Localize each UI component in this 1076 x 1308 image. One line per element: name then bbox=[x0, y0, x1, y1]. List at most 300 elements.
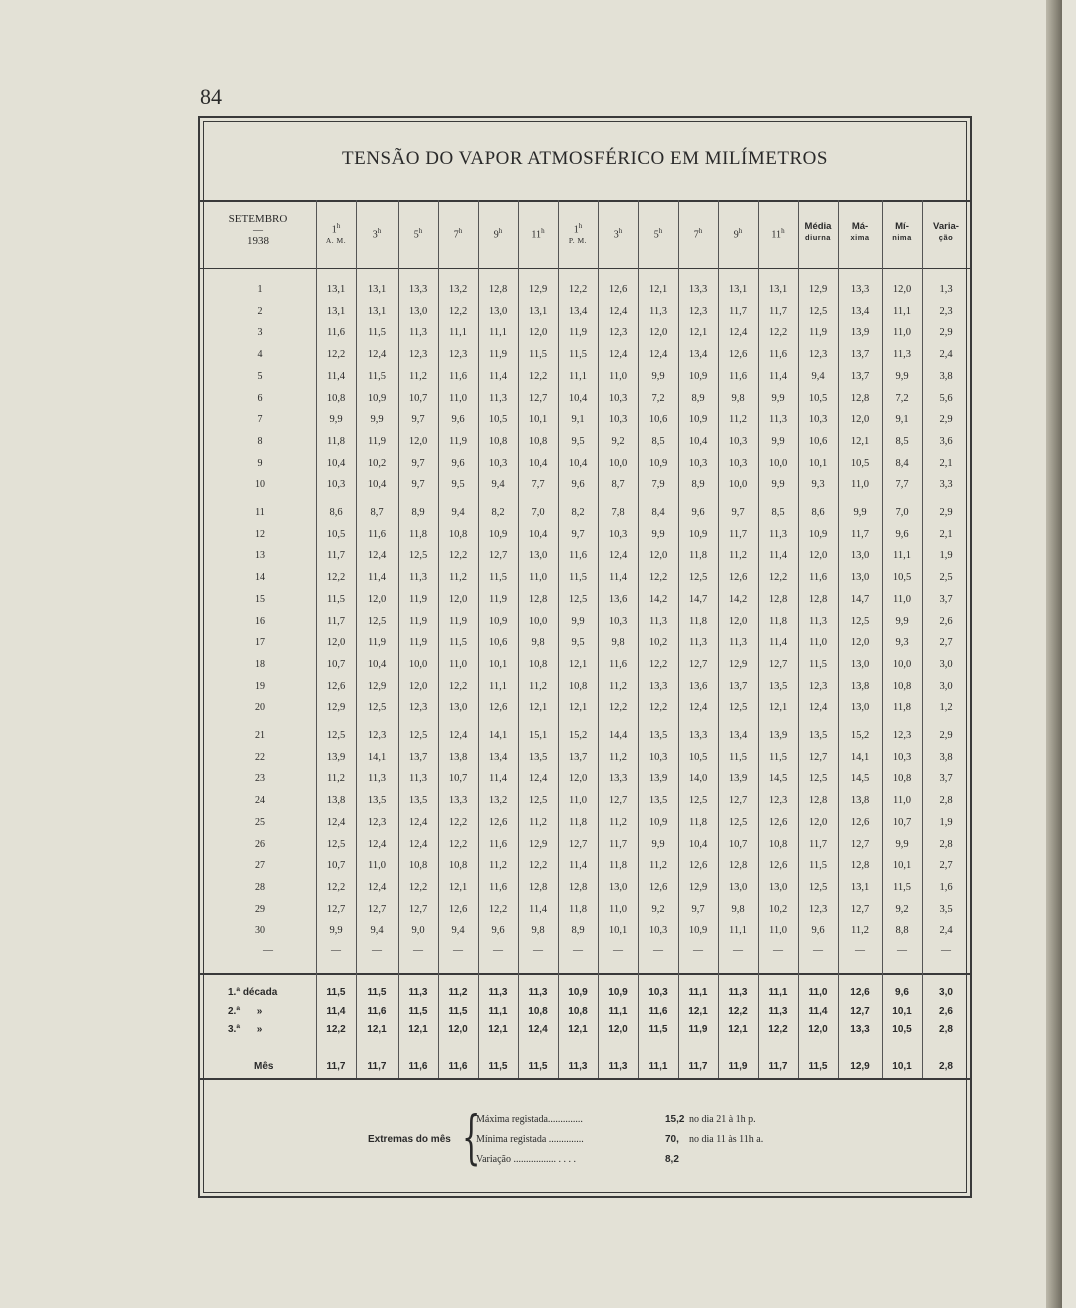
summary-cell: 11,0 bbox=[808, 987, 828, 998]
table-cell: 11,2 bbox=[529, 680, 547, 692]
table-cell: 9,9 bbox=[771, 479, 785, 491]
summary-cell: 11,5 bbox=[448, 1005, 468, 1017]
summary-cell: 10,9 bbox=[568, 987, 588, 998]
table-cell: 9,9 bbox=[651, 528, 665, 540]
dash-cell: — bbox=[855, 945, 865, 957]
table-cell: 7,0 bbox=[531, 507, 545, 518]
table-cell: 9,7 bbox=[731, 507, 745, 518]
table-cell: 11,7 bbox=[327, 550, 345, 562]
table-cell: 12,8 bbox=[568, 881, 588, 893]
summary-cell: 12,1 bbox=[688, 1005, 708, 1017]
table-cell: 12,4 bbox=[408, 838, 428, 850]
table-cell: 12,4 bbox=[608, 305, 628, 317]
table-cell: 13,5 bbox=[528, 751, 548, 763]
table-cell: 15,1 bbox=[528, 730, 548, 741]
table-cell: 11,5 bbox=[809, 658, 827, 670]
table-cell: 9,0 bbox=[411, 925, 425, 937]
dash-cell: — bbox=[533, 945, 543, 957]
summary-cell: 2,8 bbox=[939, 1024, 953, 1035]
table-cell: 12,0 bbox=[367, 593, 387, 605]
column-header-main: 5 bbox=[653, 229, 659, 241]
table-cell: 12,1 bbox=[768, 702, 788, 714]
table-cell: 11,9 bbox=[449, 615, 467, 627]
column-header bbox=[718, 226, 758, 240]
table-cell: 10,4 bbox=[367, 479, 387, 491]
table-cell: 8,2 bbox=[571, 507, 585, 518]
extremes-text: Mínima registada .............. bbox=[476, 1134, 584, 1145]
table-cell: 11,0 bbox=[809, 637, 827, 649]
table-cell: 10,3 bbox=[892, 751, 912, 763]
column-header-sup: h bbox=[458, 227, 463, 235]
day-label: 24 bbox=[255, 795, 265, 807]
dash-cell: — bbox=[773, 945, 783, 957]
dash-cell: — bbox=[613, 945, 623, 957]
decade-label: 3.ª » bbox=[228, 1024, 263, 1035]
table-cell: 11,7 bbox=[769, 305, 787, 317]
table-cell: 13,3 bbox=[448, 795, 468, 807]
dash-cell: — bbox=[653, 945, 663, 957]
table-cell: 11,0 bbox=[851, 479, 869, 491]
summary-cell: 12,1 bbox=[488, 1024, 508, 1035]
table-cell: 10,1 bbox=[608, 925, 628, 937]
table-cell: 11,6 bbox=[609, 658, 627, 670]
table-cell: 11,8 bbox=[569, 816, 587, 828]
month-cell: 11,5 bbox=[528, 1061, 548, 1072]
table-cell: 11,3 bbox=[729, 637, 747, 649]
day-label: 27 bbox=[255, 860, 265, 872]
table-cell: 10,9 bbox=[688, 370, 708, 382]
table-cell: 11,9 bbox=[368, 637, 386, 649]
table-cell: 12,2 bbox=[648, 702, 668, 714]
table-cell: 12,9 bbox=[808, 284, 828, 295]
table-cell: 12,3 bbox=[367, 816, 387, 828]
summary-cell: 11,3 bbox=[768, 1005, 788, 1017]
table-cell: 12,5 bbox=[408, 730, 428, 741]
table-cell: 11,1 bbox=[449, 327, 467, 339]
column-header-sub: xima bbox=[850, 233, 870, 242]
table-cell: 11,8 bbox=[569, 903, 587, 915]
table-cell: 11,4 bbox=[368, 572, 386, 584]
summary-cell: 11,5 bbox=[648, 1024, 668, 1035]
table-cell: 7,7 bbox=[531, 479, 545, 491]
table-cell: 9,9 bbox=[771, 435, 785, 447]
table-cell: 9,1 bbox=[895, 414, 909, 426]
table-cell: 11,0 bbox=[449, 658, 467, 670]
column-header bbox=[558, 221, 598, 246]
table-cell: 10,2 bbox=[768, 903, 788, 915]
table-cell: 12,5 bbox=[528, 795, 548, 807]
month-cell: 11,7 bbox=[326, 1061, 346, 1072]
table-cell: 12,4 bbox=[608, 550, 628, 562]
table-cell: 12,2 bbox=[448, 816, 468, 828]
table-cell: 9,4 bbox=[811, 370, 825, 382]
table-cell: 12,7 bbox=[528, 392, 548, 404]
table-cell: 2,1 bbox=[939, 528, 953, 540]
table-cell: 11,6 bbox=[489, 881, 507, 893]
table-cell: 13,1 bbox=[326, 284, 346, 295]
table-cell: 11,7 bbox=[609, 838, 627, 850]
table-cell: 10,9 bbox=[648, 457, 668, 469]
table-cell: 15,2 bbox=[568, 730, 588, 741]
table-cell: 8,7 bbox=[611, 479, 625, 491]
table-cell: 11,6 bbox=[809, 572, 827, 584]
column-header-sup: h bbox=[698, 227, 703, 235]
summary-cell: 11,6 bbox=[367, 1005, 387, 1017]
table-cell: 12,9 bbox=[326, 702, 346, 714]
month-cell: 11,3 bbox=[608, 1061, 628, 1072]
table-cell: 9,2 bbox=[611, 435, 625, 447]
dash-cell: — bbox=[453, 945, 463, 957]
table-cell: 10,4 bbox=[528, 457, 548, 469]
day-label: 6 bbox=[257, 392, 263, 404]
table-cell: 13,0 bbox=[850, 658, 870, 670]
table-cell: 12,6 bbox=[648, 881, 668, 893]
column-header-sup: h bbox=[377, 227, 382, 235]
table-cell: 7,2 bbox=[895, 392, 909, 404]
table-cell: 8,6 bbox=[811, 507, 825, 518]
table-cell: 12,0 bbox=[648, 327, 668, 339]
table-cell: 8,9 bbox=[411, 507, 425, 518]
table-cell: 11,6 bbox=[327, 327, 345, 339]
day-label: 18 bbox=[255, 658, 265, 670]
column-header-main: 11 bbox=[771, 229, 782, 241]
column-header-sup: h bbox=[418, 227, 423, 235]
table-cell: 1,2 bbox=[939, 702, 953, 714]
table-cell: 5,6 bbox=[939, 392, 953, 404]
table-cell: 12,4 bbox=[367, 550, 387, 562]
table-cell: 10,4 bbox=[568, 392, 588, 404]
table-cell: 12,5 bbox=[808, 305, 828, 317]
table-cell: 12,6 bbox=[850, 816, 870, 828]
table-cell: 9,9 bbox=[329, 925, 343, 937]
column-header-sup: h bbox=[781, 227, 785, 235]
table-cell: 12,5 bbox=[408, 550, 428, 562]
table-cell: 11,6 bbox=[769, 349, 787, 361]
table-cell: 12,0 bbox=[408, 680, 428, 692]
extremes-label: Extremas do mês bbox=[368, 1134, 451, 1145]
table-cell: 11,9 bbox=[489, 593, 507, 605]
table-cell: 10,9 bbox=[688, 414, 708, 426]
table-cell: 14,1 bbox=[488, 730, 508, 741]
day-label: 15 bbox=[255, 593, 265, 605]
month-cell: 11,3 bbox=[568, 1061, 588, 1072]
column-header-main: 11 bbox=[531, 229, 542, 241]
table-cell: 10,9 bbox=[688, 528, 708, 540]
table-cell: 9,3 bbox=[811, 479, 825, 491]
table-cell: 11,7 bbox=[327, 615, 345, 627]
table-cell: 10,9 bbox=[488, 615, 508, 627]
table-cell: 12,8 bbox=[850, 392, 870, 404]
table-cell: 12,4 bbox=[367, 838, 387, 850]
table-cell: 12,4 bbox=[528, 773, 548, 785]
column-header-sub: diurna bbox=[805, 233, 831, 242]
table-cell: 2,5 bbox=[939, 572, 953, 584]
column-header bbox=[316, 221, 356, 246]
column-header-main: 9 bbox=[733, 229, 739, 241]
table-cell: 12,6 bbox=[768, 816, 788, 828]
table-cell: 12,8 bbox=[808, 795, 828, 807]
table-cell: 11,3 bbox=[409, 773, 427, 785]
table-cell: 13,9 bbox=[768, 730, 788, 741]
table-cell: 9,1 bbox=[571, 414, 585, 426]
page-number: 84 bbox=[200, 84, 222, 109]
table-cell: 10,3 bbox=[326, 479, 346, 491]
table-cell: 12,7 bbox=[808, 751, 828, 763]
table-cell: 8,9 bbox=[691, 479, 705, 491]
table-cell: 11,2 bbox=[851, 925, 869, 937]
table-cell: 9,6 bbox=[451, 457, 465, 469]
summary-cell: 11,1 bbox=[768, 987, 788, 998]
table-cell: 12,0 bbox=[892, 284, 912, 295]
column-header-main: 1 bbox=[573, 224, 579, 236]
column-header-main: 9 bbox=[493, 229, 499, 241]
table-cell: 8,5 bbox=[895, 435, 909, 447]
table-cell: 11,2 bbox=[529, 816, 547, 828]
table-cell: 12,2 bbox=[448, 838, 468, 850]
summary-bottom-rule bbox=[200, 1078, 970, 1080]
dash-cell: — bbox=[263, 945, 273, 957]
table-cell: 10,3 bbox=[808, 414, 828, 426]
day-label: 2 bbox=[257, 305, 263, 317]
table-cell: 12,0 bbox=[326, 637, 346, 649]
table-cell: 11,5 bbox=[489, 572, 507, 584]
table-cell: 11,7 bbox=[809, 838, 827, 850]
table-cell: 11,6 bbox=[489, 838, 507, 850]
table-cell: 10,6 bbox=[488, 637, 508, 649]
table-cell: 12,2 bbox=[648, 572, 668, 584]
dash-cell: — bbox=[941, 945, 951, 957]
dash-cell: — bbox=[493, 945, 503, 957]
table-cell: 13,3 bbox=[688, 730, 708, 741]
table-cell: 13,3 bbox=[648, 680, 668, 692]
table-cell: 13,3 bbox=[688, 284, 708, 295]
month-cell: 11,7 bbox=[768, 1061, 788, 1072]
table-cell: 11,8 bbox=[409, 528, 427, 540]
table-cell: 11,3 bbox=[809, 615, 827, 627]
table-cell: 11,3 bbox=[893, 349, 911, 361]
table-cell: 8,8 bbox=[895, 925, 909, 937]
table-cell: 13,1 bbox=[728, 284, 748, 295]
table-cell: 10,8 bbox=[448, 528, 468, 540]
table-cell: 12,3 bbox=[808, 349, 828, 361]
day-label: 29 bbox=[255, 903, 265, 915]
column-header-sub: P. M. bbox=[568, 236, 588, 246]
table-cell: 9,9 bbox=[895, 838, 909, 850]
table-cell: 10,1 bbox=[892, 860, 912, 872]
table-cell: 13,5 bbox=[808, 730, 828, 741]
table-cell: 13,8 bbox=[448, 751, 468, 763]
table-cell: 8,4 bbox=[651, 507, 665, 518]
table-cell: 11,6 bbox=[569, 550, 587, 562]
summary-cell: 2,6 bbox=[939, 1005, 953, 1017]
table-cell: 12,0 bbox=[648, 550, 668, 562]
table-cell: 2,9 bbox=[939, 327, 953, 339]
summary-cell: 11,1 bbox=[688, 987, 708, 998]
table-cell: 10,1 bbox=[488, 658, 508, 670]
table-cell: 12,2 bbox=[326, 881, 346, 893]
summary-cell: 11,5 bbox=[326, 987, 346, 998]
table-cell: 10,7 bbox=[326, 658, 346, 670]
table-cell: 12,8 bbox=[850, 860, 870, 872]
table-cell: 12,4 bbox=[367, 881, 387, 893]
table-cell: 11,8 bbox=[689, 816, 707, 828]
table-cell: 13,1 bbox=[367, 284, 387, 295]
table-cell: 13,0 bbox=[408, 305, 428, 317]
table-cell: 9,9 bbox=[771, 392, 785, 404]
table-cell: 13,2 bbox=[488, 795, 508, 807]
table-cell: 11,0 bbox=[449, 392, 467, 404]
table-cell: 12,6 bbox=[448, 903, 468, 915]
table-cell: 10,0 bbox=[768, 457, 788, 469]
table-cell: 10,7 bbox=[408, 392, 428, 404]
summary-cell: 11,1 bbox=[488, 1005, 508, 1017]
table-cell: 12,2 bbox=[408, 881, 428, 893]
decade-label: 1.ª década bbox=[228, 987, 278, 998]
table-cell: 13,5 bbox=[768, 680, 788, 692]
dash-cell: — bbox=[813, 945, 823, 957]
table-cell: 11,2 bbox=[729, 550, 747, 562]
table-cell: 3,3 bbox=[939, 479, 953, 491]
table-cell: 10,1 bbox=[808, 457, 828, 469]
day-label: 8 bbox=[257, 435, 263, 447]
table-cell: 8,7 bbox=[370, 507, 384, 518]
table-cell: 1,6 bbox=[939, 881, 953, 893]
table-cell: 12,3 bbox=[408, 349, 428, 361]
table-cell: 13,4 bbox=[488, 751, 508, 763]
table-cell: 9,5 bbox=[571, 435, 585, 447]
table-cell: 9,6 bbox=[571, 479, 585, 491]
day-label: 28 bbox=[255, 881, 265, 893]
table-cell: 13,0 bbox=[608, 881, 628, 893]
table-cell: 8,5 bbox=[651, 435, 665, 447]
table-cell: 13,0 bbox=[850, 702, 870, 714]
table-cell: 12,2 bbox=[448, 550, 468, 562]
summary-cell: 12,4 bbox=[528, 1024, 548, 1035]
summary-cell: 12,2 bbox=[326, 1024, 346, 1035]
table-cell: 12,3 bbox=[768, 795, 788, 807]
table-cell: 9,8 bbox=[531, 637, 545, 649]
table-cell: 10,3 bbox=[608, 392, 628, 404]
table-cell: 14,5 bbox=[768, 773, 788, 785]
table-cell: 10,8 bbox=[528, 435, 548, 447]
table-cell: 11,3 bbox=[409, 572, 427, 584]
table-cell: 12,6 bbox=[728, 349, 748, 361]
extremes-value: 70, bbox=[665, 1134, 679, 1145]
summary-cell: 12,0 bbox=[808, 1024, 828, 1035]
table-cell: 8,5 bbox=[771, 507, 785, 518]
summary-cell: 12,1 bbox=[728, 1024, 748, 1035]
table-cell: 11,1 bbox=[489, 680, 507, 692]
table-cell: 10,5 bbox=[850, 457, 870, 469]
table-cell: 12,8 bbox=[728, 860, 748, 872]
month-cell: 11,7 bbox=[367, 1061, 387, 1072]
table-cell: 7,8 bbox=[611, 507, 625, 518]
column-header bbox=[356, 226, 398, 240]
table-cell: 12,8 bbox=[768, 593, 788, 605]
summary-cell: 11,9 bbox=[688, 1024, 708, 1035]
table-cell: 10,3 bbox=[648, 925, 668, 937]
day-label: 5 bbox=[257, 370, 263, 382]
day-label: 7 bbox=[257, 414, 263, 426]
day-label: 25 bbox=[255, 816, 265, 828]
day-label: 21 bbox=[255, 730, 265, 741]
table-cell: 13,8 bbox=[850, 680, 870, 692]
day-label: 13 bbox=[255, 550, 265, 562]
table-cell: 13,5 bbox=[367, 795, 387, 807]
table-cell: 8,9 bbox=[691, 392, 705, 404]
page-edge bbox=[1046, 0, 1062, 1308]
table-cell: 10,8 bbox=[326, 392, 346, 404]
table-cell: 12,2 bbox=[326, 349, 346, 361]
table-cell: 9,6 bbox=[451, 414, 465, 426]
table-cell: 14,7 bbox=[850, 593, 870, 605]
column-header bbox=[398, 226, 438, 240]
summary-cell: 12,1 bbox=[408, 1024, 428, 1035]
table-cell: 10,3 bbox=[608, 615, 628, 627]
table-cell: 11,8 bbox=[689, 615, 707, 627]
table-cell: 9,8 bbox=[611, 637, 625, 649]
table-cell: 12,3 bbox=[367, 730, 387, 741]
table-cell: 10,0 bbox=[528, 615, 548, 627]
column-header-sup: h bbox=[738, 227, 743, 235]
table-cell: 12,4 bbox=[608, 349, 628, 361]
month-cell: 11,5 bbox=[808, 1061, 828, 1072]
dash-cell: — bbox=[693, 945, 703, 957]
extremes-text: Máxima registada.............. bbox=[476, 1114, 583, 1125]
table-cell: 11,9 bbox=[368, 435, 386, 447]
table-cell: 13,1 bbox=[326, 305, 346, 317]
table-cell: 9,2 bbox=[895, 903, 909, 915]
summary-cell: 10,3 bbox=[648, 987, 668, 998]
table-cell: 12,2 bbox=[648, 658, 668, 670]
table-cell: 11,4 bbox=[569, 860, 587, 872]
table-cell: 12,1 bbox=[568, 702, 588, 714]
table-cell: 10,0 bbox=[728, 479, 748, 491]
table-cell: 13,8 bbox=[850, 795, 870, 807]
table-cell: 11,1 bbox=[489, 327, 507, 339]
table-cell: 11,9 bbox=[809, 327, 827, 339]
column-header-sub: ção bbox=[938, 233, 954, 242]
table-cell: 10,5 bbox=[326, 528, 346, 540]
column-header-sup: h bbox=[578, 222, 583, 230]
column-header bbox=[882, 221, 922, 243]
extremes-value: 8,2 bbox=[665, 1154, 679, 1165]
column-header bbox=[638, 226, 678, 240]
extremes-note: no dia 21 à 1h p. bbox=[689, 1114, 756, 1125]
table-cell: 2,9 bbox=[939, 507, 953, 518]
table-cell: 12,0 bbox=[808, 816, 828, 828]
table-cell: 10,0 bbox=[608, 457, 628, 469]
column-header-main: Varia- bbox=[933, 221, 959, 232]
table-cell: 9,5 bbox=[451, 479, 465, 491]
summary-cell: 11,1 bbox=[608, 1005, 628, 1017]
month-cell: 11,7 bbox=[688, 1061, 708, 1072]
table-cell: 10,3 bbox=[688, 457, 708, 469]
table-cell: 11,5 bbox=[893, 881, 911, 893]
table-cell: 10,9 bbox=[808, 528, 828, 540]
table-cell: 12,5 bbox=[367, 615, 387, 627]
table-cell: 14,2 bbox=[728, 593, 748, 605]
day-label: 1 bbox=[257, 284, 263, 295]
table-cell: 13,7 bbox=[408, 751, 428, 763]
month-cell: 11,1 bbox=[648, 1061, 668, 1072]
table-cell: 11,0 bbox=[609, 370, 627, 382]
table-cell: 11,1 bbox=[569, 370, 587, 382]
summary-cell: 12,1 bbox=[367, 1024, 387, 1035]
table-cell: 12,5 bbox=[688, 572, 708, 584]
table-cell: 11,2 bbox=[327, 773, 345, 785]
table-cell: 12,1 bbox=[568, 658, 588, 670]
